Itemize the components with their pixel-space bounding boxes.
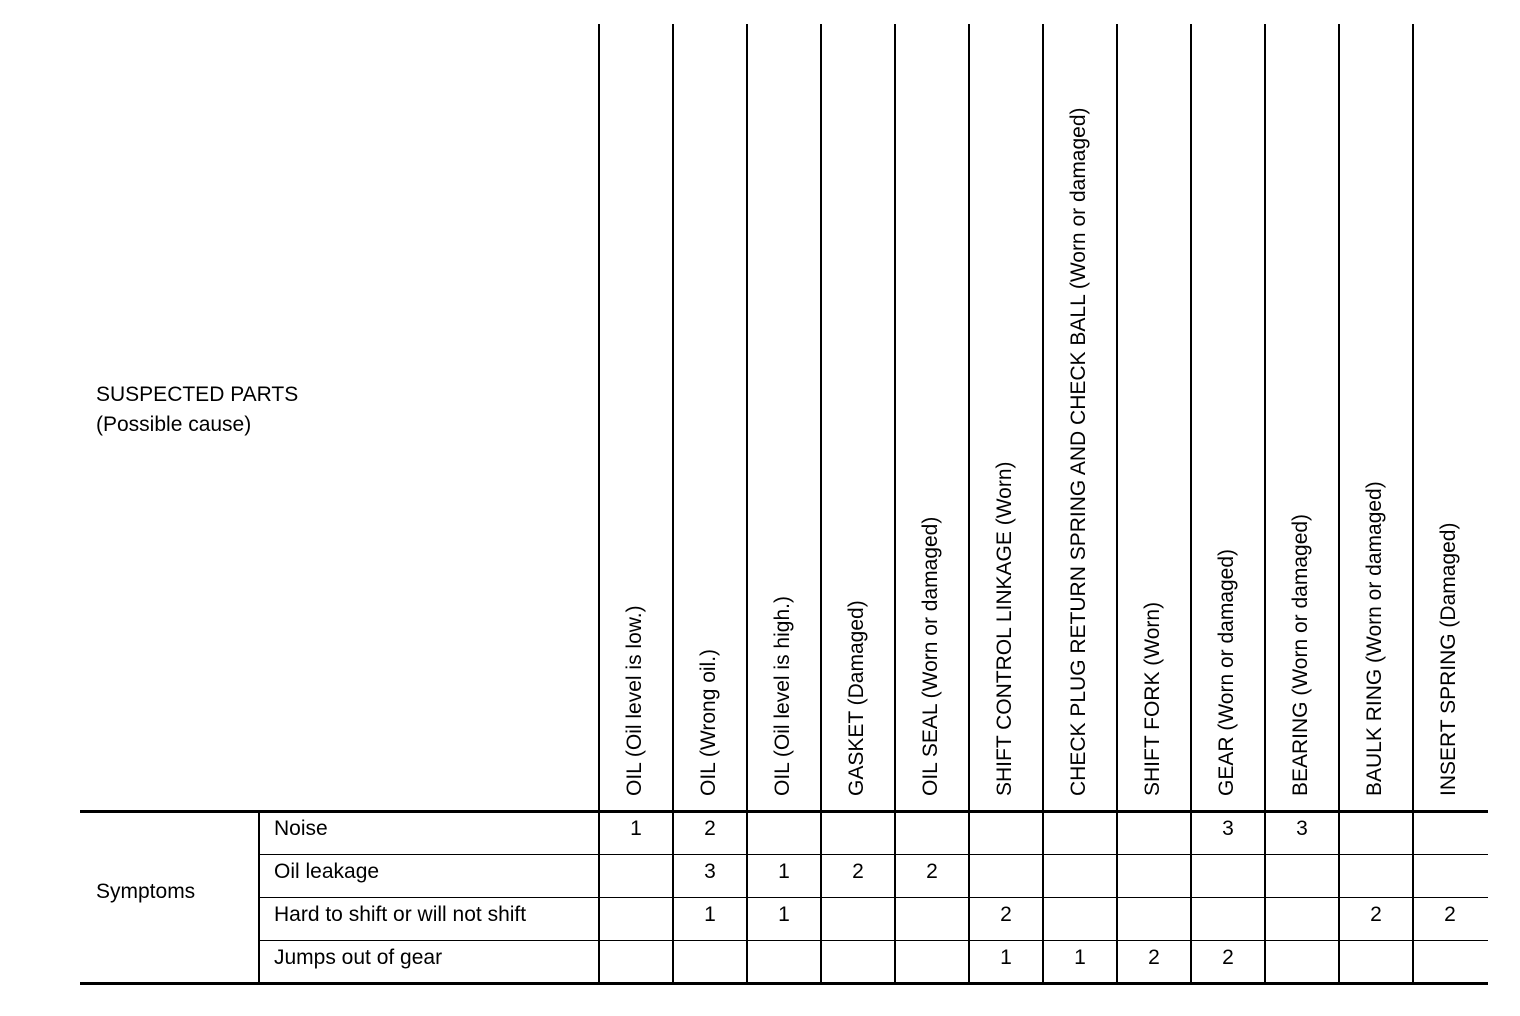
column-divider (820, 24, 822, 983)
bottom-rule (80, 982, 1488, 985)
header-rule (80, 810, 1488, 813)
priority-cell: 2 (852, 860, 864, 883)
priority-cell: 2 (1444, 903, 1456, 926)
priority-cell: 1 (778, 860, 790, 883)
column-divider (1412, 24, 1414, 983)
column-divider (746, 24, 748, 983)
priority-cell: 2 (1370, 903, 1382, 926)
row-rule (258, 854, 1488, 855)
column-divider (1042, 24, 1044, 983)
column-header: INSERT SPRING (Damaged) (1437, 522, 1460, 796)
priority-cell: 2 (926, 860, 938, 883)
symptoms-label: Symptoms (96, 880, 196, 903)
column-header: OIL SEAL (Worn or damaged) (919, 516, 942, 796)
row-rule (258, 940, 1488, 941)
priority-cell: 1 (1074, 946, 1086, 969)
column-header: SHIFT FORK (Worn) (1141, 601, 1164, 796)
priority-cell: 3 (704, 860, 716, 883)
column-header: SHIFT CONTROL LINKAGE (Worn) (993, 461, 1016, 796)
column-divider (968, 24, 970, 983)
column-header: OIL (Wrong oil.) (697, 648, 720, 796)
column-header: BEARING (Worn or damaged) (1289, 513, 1312, 796)
column-divider (1338, 24, 1340, 983)
symptom-row-label: Jumps out of gear (274, 946, 443, 969)
column-header: BAULK RING (Worn or damaged) (1363, 481, 1386, 796)
priority-cell: 3 (1296, 817, 1308, 840)
column-header: CHECK PLUG RETURN SPRING AND CHECK BALL (Worn or damaged) (1067, 107, 1090, 796)
priority-cell: 2 (1222, 946, 1234, 969)
priority-cell: 3 (1222, 817, 1234, 840)
symptom-row-label: Noise (274, 817, 328, 840)
priority-cell: 2 (1000, 903, 1012, 926)
row-rule (258, 897, 1488, 898)
priority-cell: 2 (1148, 946, 1160, 969)
symptom-row-label: Hard to shift or will not shift (274, 903, 527, 926)
priority-cell: 1 (1000, 946, 1012, 969)
column-header: OIL (Oil level is high.) (771, 596, 794, 796)
suspected-parts-heading: SUSPECTED PARTS (96, 383, 299, 406)
priority-cell: 1 (778, 903, 790, 926)
column-divider (894, 24, 896, 983)
column-divider (1116, 24, 1118, 983)
column-header: OIL (Oil level is low.) (623, 605, 646, 796)
priority-cell: 2 (704, 817, 716, 840)
priority-cell: 1 (704, 903, 716, 926)
suspected-parts-title (96, 380, 298, 440)
suspected-parts-subheading: (Possible cause) (96, 413, 252, 436)
symptom-row-label: Oil leakage (274, 860, 380, 883)
column-header: GASKET (Damaged) (845, 600, 868, 796)
column-header: GEAR (Worn or damaged) (1215, 548, 1238, 796)
priority-cell: 1 (630, 817, 642, 840)
